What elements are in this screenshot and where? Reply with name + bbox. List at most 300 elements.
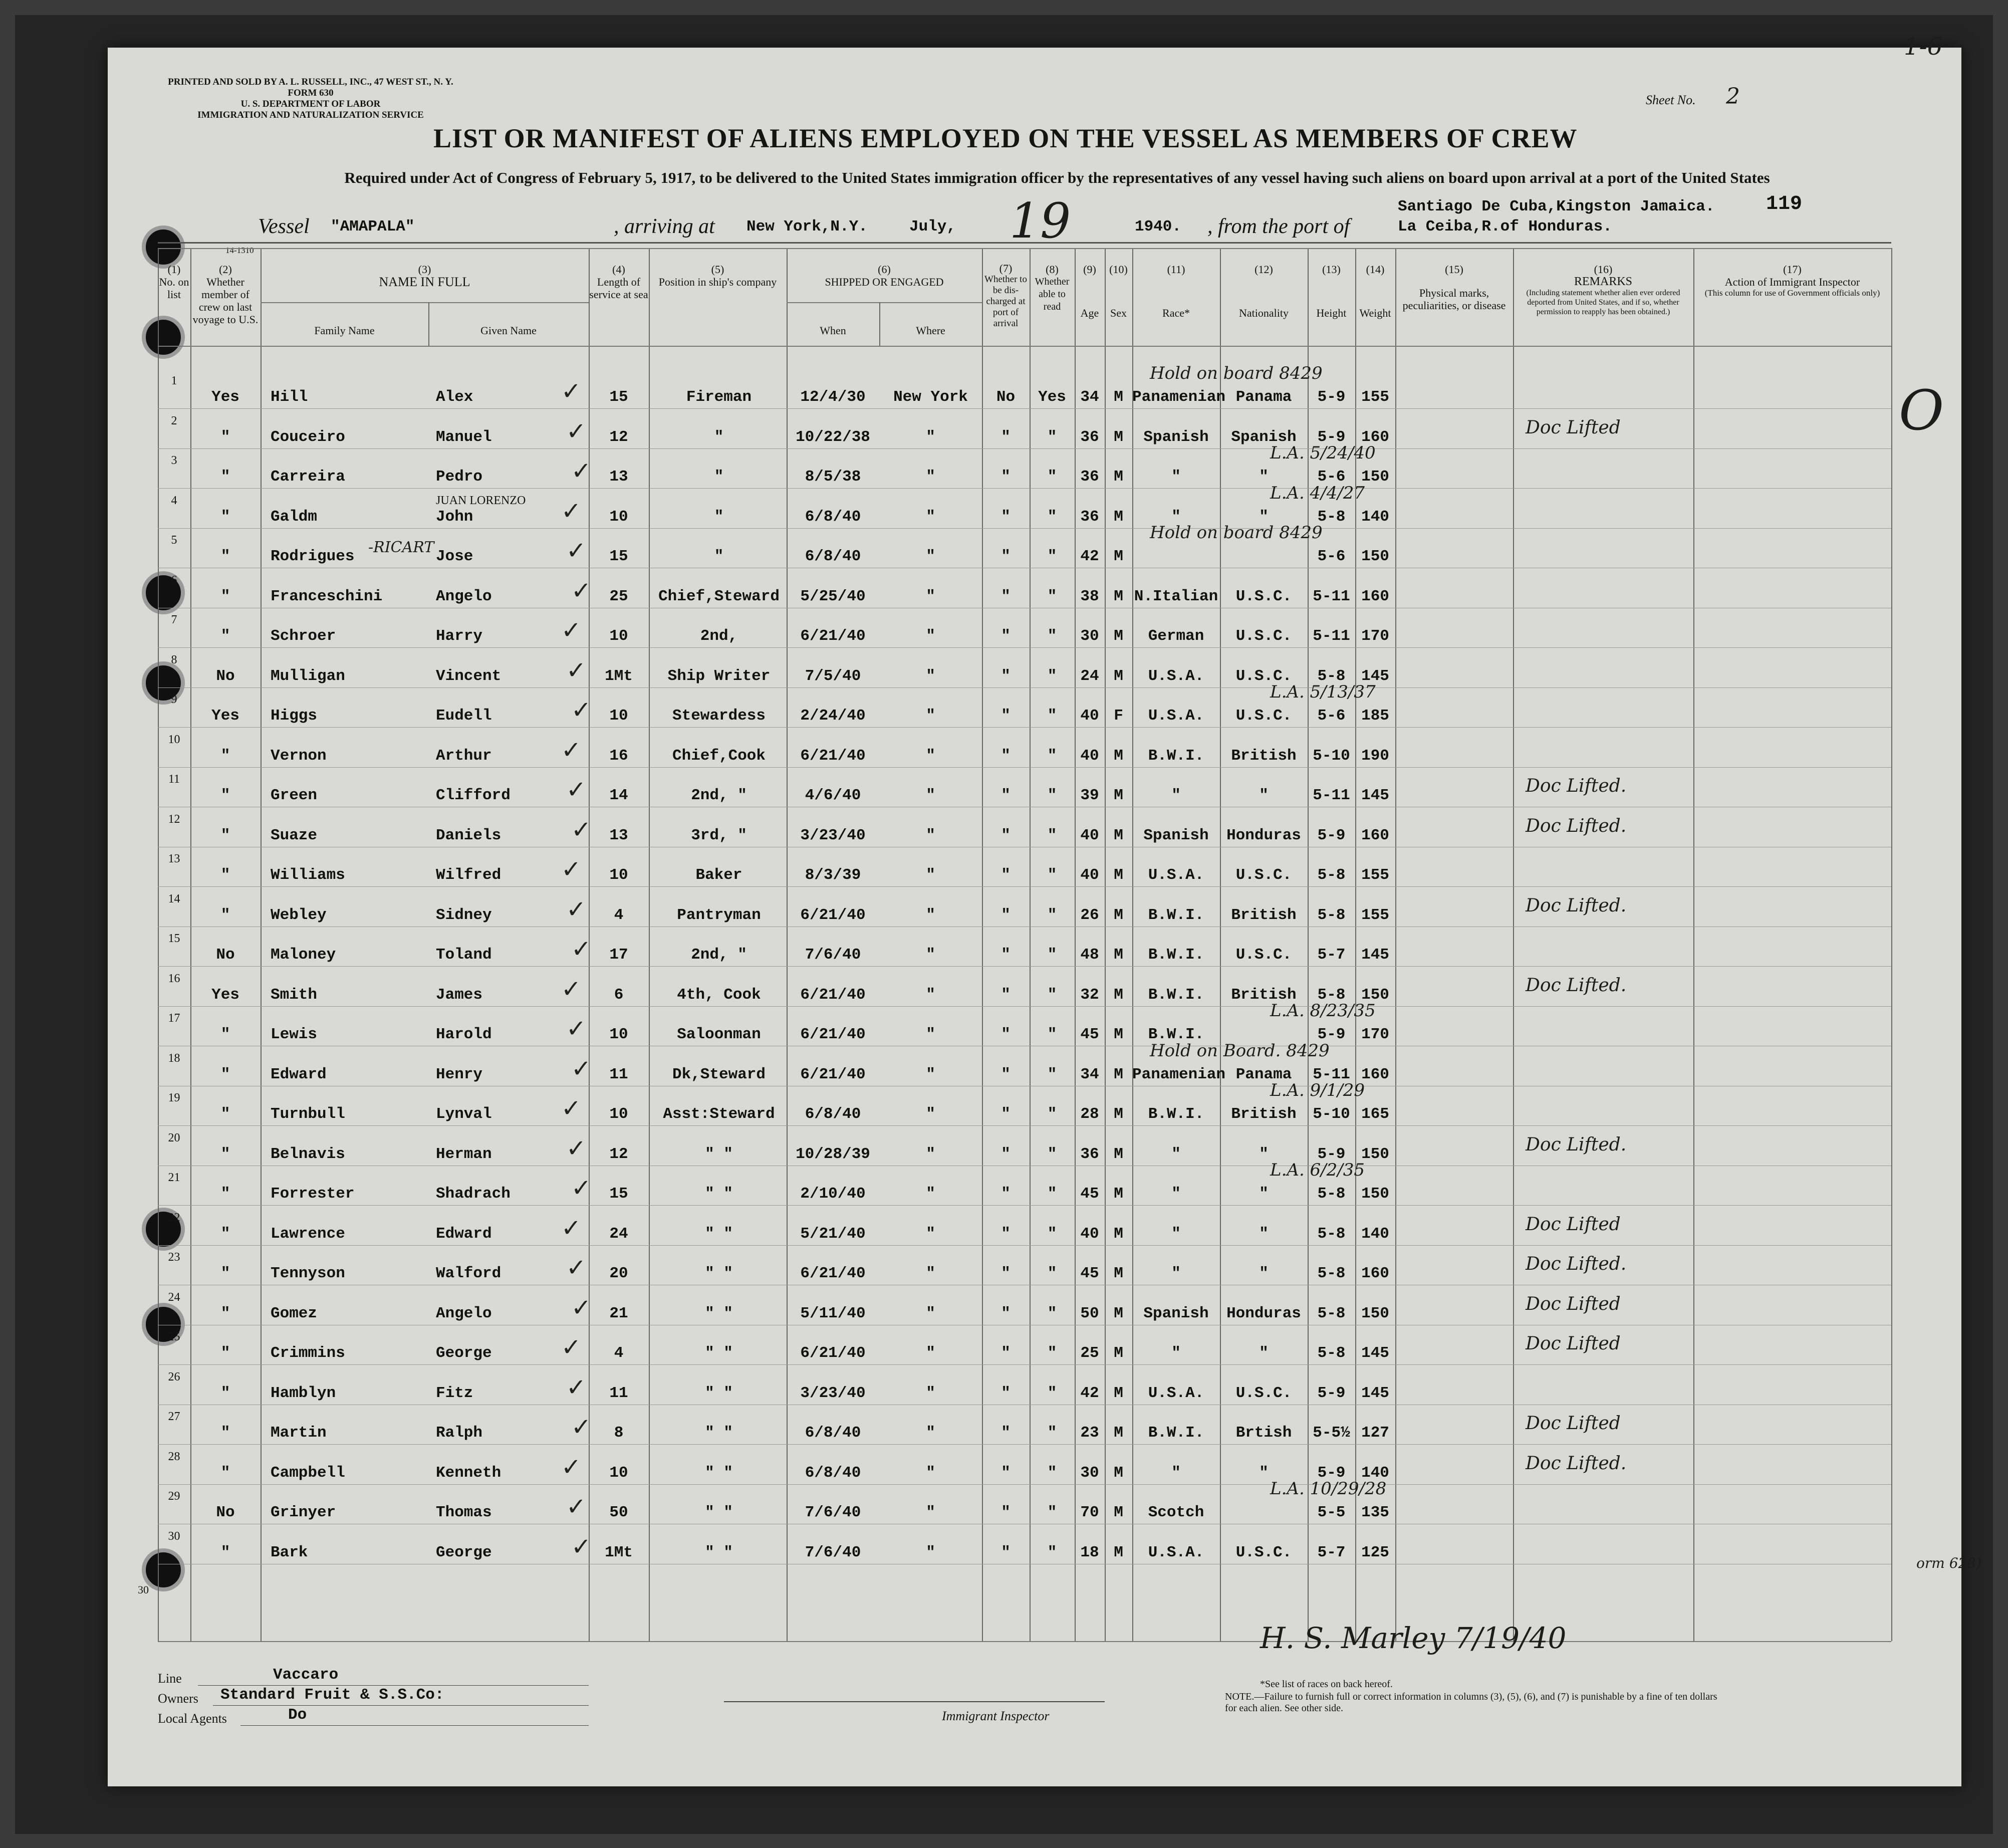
weight-cell: 145 (1361, 787, 1389, 804)
col-number: (15) (1445, 263, 1463, 276)
given-name-cell: Wilfred (436, 866, 501, 884)
family-name-cell: Suaze (271, 826, 318, 844)
race-cell: " (1171, 1344, 1181, 1362)
height-cell: 5-9 (1317, 1464, 1346, 1482)
handwritten-annotation: Hold on board 8429 (1150, 363, 1323, 383)
age-cell: 38 (1080, 587, 1099, 605)
col-number: (16) (1594, 263, 1613, 276)
shipped-where-cell: " (926, 1065, 935, 1083)
crew-last-voyage-cell: " (220, 428, 230, 446)
weight-cell: 140 (1361, 1225, 1389, 1243)
age-cell: 36 (1080, 428, 1099, 446)
row-number: 15 (168, 932, 180, 945)
discharged-cell: " (1001, 1065, 1011, 1083)
age-cell: 34 (1080, 1065, 1099, 1083)
height-cell: 5-10 (1313, 1105, 1350, 1123)
row-number: 16 (168, 972, 180, 985)
nationality-cell: U.S.C. (1235, 1384, 1292, 1402)
weight-cell: 145 (1361, 1344, 1389, 1362)
row-number: 2 (171, 414, 177, 427)
shipped-when-cell: 6/8/40 (805, 1105, 861, 1123)
race-cell: B.W.I. (1148, 986, 1204, 1004)
col-header-length-of-service: Length of service at sea (589, 276, 648, 301)
race-cell: B.W.I. (1148, 1026, 1204, 1043)
age-cell: 40 (1080, 747, 1099, 765)
given-name-cell: Kenneth (436, 1464, 501, 1482)
weight-cell: 155 (1361, 906, 1389, 924)
shipped-when-cell: 5/11/40 (800, 1304, 866, 1322)
age-cell: 40 (1080, 866, 1099, 884)
position-cell: " " (705, 1265, 733, 1282)
race-cell: Scotch (1148, 1504, 1204, 1521)
crew-last-voyage-cell: " (220, 1265, 230, 1282)
race-cell: " (1171, 508, 1181, 526)
weight-cell: 160 (1361, 428, 1389, 446)
height-cell: 5-11 (1313, 787, 1350, 804)
crew-last-voyage-cell: " (220, 1105, 230, 1123)
crew-last-voyage-cell: No (216, 946, 235, 964)
position-cell: " " (705, 1384, 733, 1402)
race-cell: B.W.I. (1148, 906, 1204, 924)
row-rule (158, 727, 1891, 728)
height-cell: 5-9 (1317, 428, 1346, 446)
nationality-cell: " (1259, 787, 1269, 804)
position-cell: " " (705, 1304, 733, 1322)
shipped-when-cell: 5/21/40 (800, 1225, 866, 1243)
row-rule (158, 1444, 1891, 1445)
given-name-cell: Jose (436, 548, 473, 565)
given-name-cell: Clifford (436, 787, 511, 804)
given-name-cell: James (436, 986, 483, 1004)
able-to-read-cell: " (1047, 548, 1057, 565)
family-name-cell: Galdm (271, 508, 318, 526)
sex-cell: M (1114, 508, 1123, 526)
shipped-where-cell: " (926, 1145, 935, 1163)
able-to-read-cell: " (1047, 1464, 1057, 1482)
height-cell: 5-10 (1313, 747, 1350, 765)
able-to-read-cell: " (1047, 508, 1057, 526)
family-name-cell: Tennyson (271, 1265, 345, 1282)
discharged-cell: " (1001, 428, 1011, 446)
service-length-cell: 10 (609, 707, 628, 725)
remarks-cell: Doc Lifted. (1526, 1254, 1627, 1274)
age-cell: 42 (1080, 548, 1099, 565)
height-cell: 5-11 (1313, 627, 1350, 645)
given-name-correction: JUAN LORENZO (436, 494, 526, 507)
row-number: 22 (168, 1211, 180, 1224)
weight-cell: 155 (1361, 866, 1389, 884)
race-cell: U.S.A. (1148, 667, 1204, 685)
service-length-cell: 4 (614, 1344, 624, 1362)
given-name-cell: Manuel (436, 428, 492, 446)
family-name-correction: -RICART (368, 539, 434, 556)
shipped-where-cell: " (926, 906, 935, 924)
age-cell: 26 (1080, 906, 1099, 924)
departure-ports-line1: Santiago De Cuba,Kingston Jamaica. (1398, 198, 1715, 215)
position-cell: Stewardess (672, 707, 766, 725)
handwritten-annotation: L.A. 5/13/37 (1270, 682, 1376, 702)
shipped-where-cell: " (926, 1344, 935, 1362)
col-header-remarks-note: (Including statement whether alien ever ordered deported from United States, and if so, whether permission to reapply has been obtained.) (1526, 289, 1680, 316)
check-mark-icon: ✓ (571, 1293, 592, 1322)
crew-last-voyage-cell: " (220, 1304, 230, 1322)
given-name-cell: John (436, 508, 473, 526)
family-name-cell: Martin (271, 1424, 327, 1442)
race-cell: N.Italian (1134, 587, 1218, 605)
col-number: (6) (878, 263, 891, 276)
family-name-cell: Edward (271, 1065, 327, 1083)
race-cell: Spanish (1143, 428, 1209, 446)
row-number: 3 (171, 454, 177, 467)
nationality-cell: Panama (1235, 1065, 1292, 1083)
col-number: (3) (418, 263, 431, 276)
nationality-cell: U.S.C. (1235, 1543, 1292, 1561)
row-number: 9 (171, 693, 177, 706)
weight-cell: 150 (1361, 1304, 1389, 1322)
shipped-when-cell: 5/25/40 (800, 587, 866, 605)
remarks-cell: Doc Lifted. (1526, 895, 1627, 916)
race-cell: U.S.A. (1148, 866, 1204, 884)
family-name-cell: Hill (271, 388, 308, 406)
printer-line: PRINTED AND SOLD BY A. L. RUSSELL, INC., 47 WEST ST., N. Y. (168, 77, 453, 87)
shipped-when-cell: 7/6/40 (805, 946, 861, 964)
race-cell: B.W.I. (1148, 946, 1204, 964)
crew-last-voyage-cell: " (220, 906, 230, 924)
discharged-cell: " (1001, 1543, 1011, 1561)
height-cell: 5-9 (1317, 1384, 1346, 1402)
col-header-able-to-read: Whether able to read (1035, 276, 1070, 312)
service-length-cell: 20 (609, 1265, 628, 1282)
height-cell: 5-8 (1317, 1265, 1346, 1282)
race-cell: B.W.I. (1148, 1105, 1204, 1123)
owners-label: Owners (158, 1691, 198, 1706)
col-header-shipped-or-engaged: SHIPPED OR ENGAGED (825, 276, 944, 288)
check-mark-icon: ✓ (571, 457, 592, 485)
weight-cell: 155 (1361, 388, 1389, 406)
shipped-where-cell: " (926, 866, 935, 884)
shipped-where-cell: " (926, 986, 935, 1004)
age-cell: 36 (1080, 468, 1099, 486)
given-name-cell: Walford (436, 1265, 501, 1282)
service-length-cell: 10 (609, 1464, 628, 1482)
position-cell: " " (705, 1145, 733, 1163)
row-number: 10 (168, 733, 180, 746)
family-name-cell: Williams (271, 866, 345, 884)
shipped-when-cell: 12/4/30 (800, 388, 866, 406)
remarks-cell: Doc Lifted (1526, 417, 1621, 438)
height-cell: 5-7 (1317, 1543, 1346, 1561)
age-cell: 45 (1080, 1026, 1099, 1043)
row-number: 13 (168, 852, 180, 865)
check-mark-icon: ✓ (566, 417, 587, 445)
nationality-cell: " (1259, 1464, 1269, 1482)
col-number: (12) (1254, 263, 1273, 276)
service-length-cell: 4 (614, 906, 624, 924)
row-rule (158, 1125, 1891, 1126)
able-to-read-cell: " (1047, 1145, 1057, 1163)
row-rule (158, 647, 1891, 648)
arrival-year: 1940. (1135, 218, 1182, 236)
shipped-where-cell: " (926, 946, 935, 964)
sex-cell: M (1114, 667, 1123, 685)
nationality-cell: " (1259, 468, 1269, 486)
height-cell: 5-6 (1317, 707, 1346, 725)
age-cell: 32 (1080, 986, 1099, 1004)
able-to-read-cell: " (1047, 826, 1057, 844)
service-length-cell: 11 (609, 1384, 628, 1402)
departure-ports-line2: La Ceiba,R.of Honduras. (1398, 218, 1612, 236)
shipped-where-cell: " (926, 787, 935, 804)
shipped-when-cell: 10/28/39 (796, 1145, 870, 1163)
service-length-cell: 21 (609, 1304, 628, 1322)
check-mark-icon: ✓ (571, 935, 592, 963)
sex-cell: M (1114, 1065, 1123, 1083)
position-cell: " " (705, 1543, 733, 1561)
crew-last-voyage-cell: " (220, 826, 230, 844)
crew-last-voyage-cell: Yes (211, 986, 239, 1004)
col-number: (13) (1322, 263, 1341, 276)
given-name-cell: George (436, 1543, 492, 1561)
able-to-read-cell: " (1047, 1504, 1057, 1521)
able-to-read-cell: " (1047, 707, 1057, 725)
service-length-cell: 10 (609, 1026, 628, 1043)
col-header-weight: Weight (1359, 307, 1391, 319)
row-rule (158, 886, 1891, 887)
nationality-cell: Honduras (1226, 826, 1301, 844)
weight-cell: 190 (1361, 747, 1389, 765)
given-name-cell: George (436, 1344, 492, 1362)
position-cell: 4th, Cook (677, 986, 761, 1004)
discharged-cell: " (1001, 866, 1011, 884)
family-name-cell: Couceiro (271, 428, 345, 446)
able-to-read-cell: " (1047, 986, 1057, 1004)
shipped-when-cell: 7/6/40 (805, 1543, 861, 1561)
check-mark-icon: ✓ (571, 1413, 592, 1441)
binder-hole (142, 225, 185, 269)
able-to-read-cell: " (1047, 1304, 1057, 1322)
service-length-cell: 12 (609, 428, 628, 446)
check-mark-icon: ✓ (566, 1373, 587, 1402)
position-cell: Saloonman (677, 1026, 761, 1043)
col-header-family-name: Family Name (314, 324, 375, 337)
remarks-cell: Doc Lifted. (1526, 1134, 1627, 1155)
shipped-when-cell: 6/8/40 (805, 1464, 861, 1482)
nationality-cell: " (1259, 1225, 1269, 1243)
shipped-when-cell: 7/5/40 (805, 667, 861, 685)
crew-last-voyage-cell: " (220, 1225, 230, 1243)
nationality-cell: U.S.C. (1235, 946, 1292, 964)
discharged-cell: " (1001, 986, 1011, 1004)
shipped-when-cell: 6/8/40 (805, 1424, 861, 1442)
row-rule (158, 488, 1891, 489)
height-cell: 5-8 (1317, 866, 1346, 884)
row-number: 30 (168, 1529, 180, 1543)
family-name-cell: Campbell (271, 1464, 345, 1482)
check-mark-icon: ✓ (566, 656, 587, 684)
local-agents-value: Do (288, 1706, 307, 1724)
age-cell: 70 (1080, 1504, 1099, 1521)
nationality-cell: Panama (1235, 388, 1292, 406)
able-to-read-cell: " (1047, 787, 1057, 804)
discharged-cell: " (1001, 1424, 1011, 1442)
race-cell: B.W.I. (1148, 747, 1204, 765)
age-cell: 36 (1080, 1145, 1099, 1163)
family-name-cell: Crimmins (271, 1344, 345, 1362)
height-cell: 5-7 (1317, 946, 1346, 964)
sex-cell: M (1114, 1384, 1123, 1402)
check-mark-icon: ✓ (571, 696, 592, 724)
row-number: 18 (168, 1051, 180, 1065)
small-code: 14-1310 (225, 246, 254, 255)
manifest-sheet (108, 33, 1982, 1786)
vessel-name: "AMAPALA" (331, 218, 415, 236)
discharged-cell: " (1001, 1384, 1011, 1402)
crew-last-voyage-cell: " (220, 508, 230, 526)
crew-last-voyage-cell: Yes (211, 707, 239, 725)
age-cell: 36 (1080, 508, 1099, 526)
crew-last-voyage-cell: " (220, 1026, 230, 1043)
race-cell: Panamenian (1132, 388, 1226, 406)
discharged-cell: " (1001, 587, 1011, 605)
handwritten-annotation: L.A. 9/1/29 (1270, 1080, 1365, 1100)
row-rule (158, 966, 1891, 967)
service-length-cell: 15 (609, 548, 628, 565)
service-length-cell: 10 (609, 866, 628, 884)
row-number: 14 (168, 892, 180, 905)
position-cell: Pantryman (677, 906, 761, 924)
service-length-cell: 1Mt (605, 1543, 633, 1561)
sex-cell: M (1114, 1543, 1123, 1561)
col-header-crew-last-voyage: Whether member of crew on last voyage to U.S. (192, 276, 259, 326)
discharged-cell: " (1001, 548, 1011, 565)
position-cell: " " (705, 1344, 733, 1362)
weight-cell: 165 (1361, 1105, 1389, 1123)
sex-cell: F (1114, 707, 1123, 725)
sex-cell: M (1114, 1185, 1123, 1203)
row-number: 1 (171, 374, 177, 387)
row-number: 4 (171, 494, 177, 507)
shipped-where-cell: " (926, 1304, 935, 1322)
row-number: 27 (168, 1410, 180, 1423)
able-to-read-cell: Yes (1038, 388, 1066, 406)
height-cell: 5-9 (1317, 388, 1346, 406)
margin-mark: O (1899, 378, 1944, 442)
row-rule (158, 1006, 1891, 1007)
line-value: Vaccaro (273, 1666, 339, 1684)
check-mark-icon: ✓ (566, 537, 587, 565)
col-number: (5) (711, 263, 724, 276)
owners-value: Standard Fruit & S.S.Co: (220, 1686, 444, 1704)
row-number: 8 (171, 653, 177, 666)
given-name-cell: Thomas (436, 1504, 492, 1521)
arriving-port: New York,N.Y. (746, 218, 868, 236)
shipped-where-cell: " (926, 667, 935, 685)
remarks-cell: Doc Lifted. (1526, 815, 1627, 836)
vessel-underline (158, 242, 1891, 244)
remarks-cell: Doc Lifted (1526, 1293, 1621, 1314)
row-rule (158, 1364, 1891, 1365)
nationality-cell: " (1259, 1344, 1269, 1362)
handwritten-annotation: L.A. 5/24/40 (1270, 443, 1376, 463)
weight-cell: 185 (1361, 707, 1389, 725)
family-name-cell: Carreira (271, 468, 345, 486)
given-name-cell: Alex (436, 388, 473, 406)
family-name-cell: Lawrence (271, 1225, 345, 1243)
check-mark-icon: ✓ (566, 776, 587, 804)
position-cell: Dk,Steward (672, 1065, 766, 1083)
able-to-read-cell: " (1047, 1424, 1057, 1442)
shipped-when-cell: 6/21/40 (800, 627, 866, 645)
check-mark-icon: ✓ (566, 895, 587, 923)
row-rule (158, 528, 1891, 529)
position-cell: 2nd, " (691, 787, 747, 804)
crew-last-voyage-cell: " (220, 1344, 230, 1362)
row-number: 21 (168, 1171, 180, 1184)
shipped-where-cell: " (926, 1384, 935, 1402)
check-mark-icon: ✓ (571, 1054, 592, 1083)
family-name-cell: Bark (271, 1543, 308, 1561)
age-cell: 45 (1080, 1265, 1099, 1282)
shipped-where-cell: New York (893, 388, 968, 406)
row-rule (158, 1205, 1891, 1206)
service-length-cell: 12 (609, 1145, 628, 1163)
sex-cell: M (1114, 787, 1123, 804)
shipped-where-cell: " (926, 587, 935, 605)
position-cell: 2nd, " (691, 946, 747, 964)
able-to-read-cell: " (1047, 747, 1057, 765)
shipped-when-cell: 8/3/39 (805, 866, 861, 884)
nationality-cell: U.S.C. (1235, 866, 1292, 884)
form-number: FORM 630 (288, 88, 334, 98)
discharged-cell: " (1001, 707, 1011, 725)
check-mark-icon: ✓ (561, 1094, 582, 1122)
remarks-cell: Doc Lifted (1526, 1413, 1621, 1434)
sex-cell: M (1114, 866, 1123, 884)
nationality-cell: U.S.C. (1235, 667, 1292, 685)
given-name-cell: Vincent (436, 667, 501, 685)
service-length-cell: 16 (609, 747, 628, 765)
able-to-read-cell: " (1047, 946, 1057, 964)
weight-cell: 140 (1361, 508, 1389, 526)
check-mark-icon: ✓ (561, 736, 582, 764)
nationality-cell: British (1231, 906, 1297, 924)
family-name-cell: Webley (271, 906, 327, 924)
service-length-cell: 24 (609, 1225, 628, 1243)
shipped-where-cell: " (926, 1543, 935, 1561)
position-cell: Chief,Cook (672, 747, 766, 765)
family-name-cell: Schroer (271, 627, 336, 645)
crew-last-voyage-cell: " (220, 468, 230, 486)
sex-cell: M (1114, 747, 1123, 765)
given-name-cell: Herman (436, 1145, 492, 1163)
weight-cell: 150 (1361, 986, 1389, 1004)
height-cell: 5-8 (1317, 1185, 1346, 1203)
position-cell: " (714, 428, 724, 446)
col-header-inspector-action: Action of Immigrant Inspector (1724, 276, 1860, 288)
sex-cell: M (1114, 826, 1123, 844)
sex-cell: M (1114, 1026, 1123, 1043)
age-cell: 40 (1080, 707, 1099, 725)
sex-cell: M (1114, 1145, 1123, 1163)
row-number: 6 (171, 573, 177, 587)
col-header-nationality: Nationality (1239, 307, 1289, 319)
col-header-given-name: Given Name (480, 324, 537, 337)
given-name-cell: Sidney (436, 906, 492, 924)
nationality-cell: U.S.C. (1235, 587, 1292, 605)
sex-cell: M (1114, 1344, 1123, 1362)
age-cell: 30 (1080, 627, 1099, 645)
local-agents-label: Local Agents (158, 1711, 227, 1726)
